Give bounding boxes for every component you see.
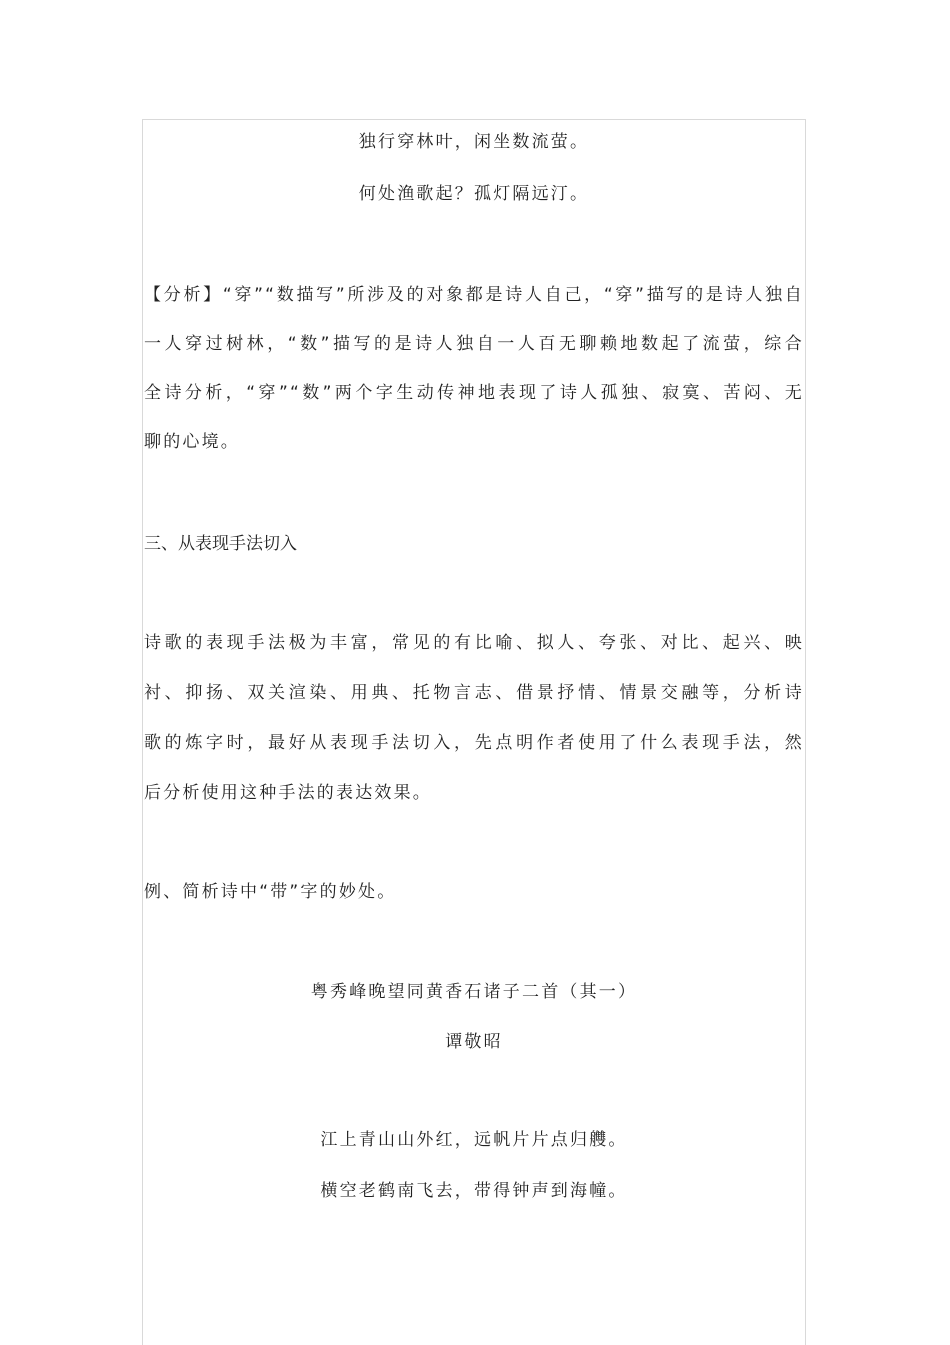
techniques-line-3: 歌的炼字时，最好从表现手法切入，先点明作者使用了什么表现手法，然	[144, 733, 804, 753]
section-heading: 三、从表现手法切入	[144, 534, 297, 554]
poem2-line-2: 横空老鹤南飞去，带得钟声到海幢。	[320, 1181, 628, 1201]
poem2-author: 谭敬昭	[445, 1032, 503, 1052]
techniques-line-4: 后分析使用这种手法的表达效果。	[144, 783, 432, 803]
poem1-line-1: 独行穿林叶，闲坐数流萤。	[358, 132, 590, 152]
analysis-line-4: 聊的心境。	[144, 432, 240, 452]
techniques-line-1: 诗歌的表现手法极为丰富，常见的有比喻、拟人、夸张、对比、起兴、映	[144, 633, 804, 653]
analysis-line-1: 【分析】“穿”“数描写”所涉及的对象都是诗人自己，“穿”描写的是诗人独自	[144, 285, 804, 305]
analysis-line-2: 一人穿过树林，“数”描写的是诗人独自一人百无聊赖地数起了流萤，综合	[144, 334, 804, 354]
techniques-line-2: 衬、抑扬、双关渲染、用典、托物言志、借景抒情、情景交融等，分析诗	[144, 683, 804, 703]
example-prompt: 例、简析诗中“带”字的妙处。	[144, 882, 397, 902]
poem2-line-1: 江上青山山外红，远帆片片点归艭。	[320, 1130, 628, 1150]
poem1-line-2: 何处渔歌起？孤灯隔远汀。	[358, 184, 590, 204]
analysis-line-3: 全诗分析，“穿”“数”两个字生动传神地表现了诗人孤独、寂寞、苦闷、无	[144, 383, 804, 403]
poem2-title: 粤秀峰晚望同黄香石诸子二首（其一）	[310, 982, 638, 1002]
